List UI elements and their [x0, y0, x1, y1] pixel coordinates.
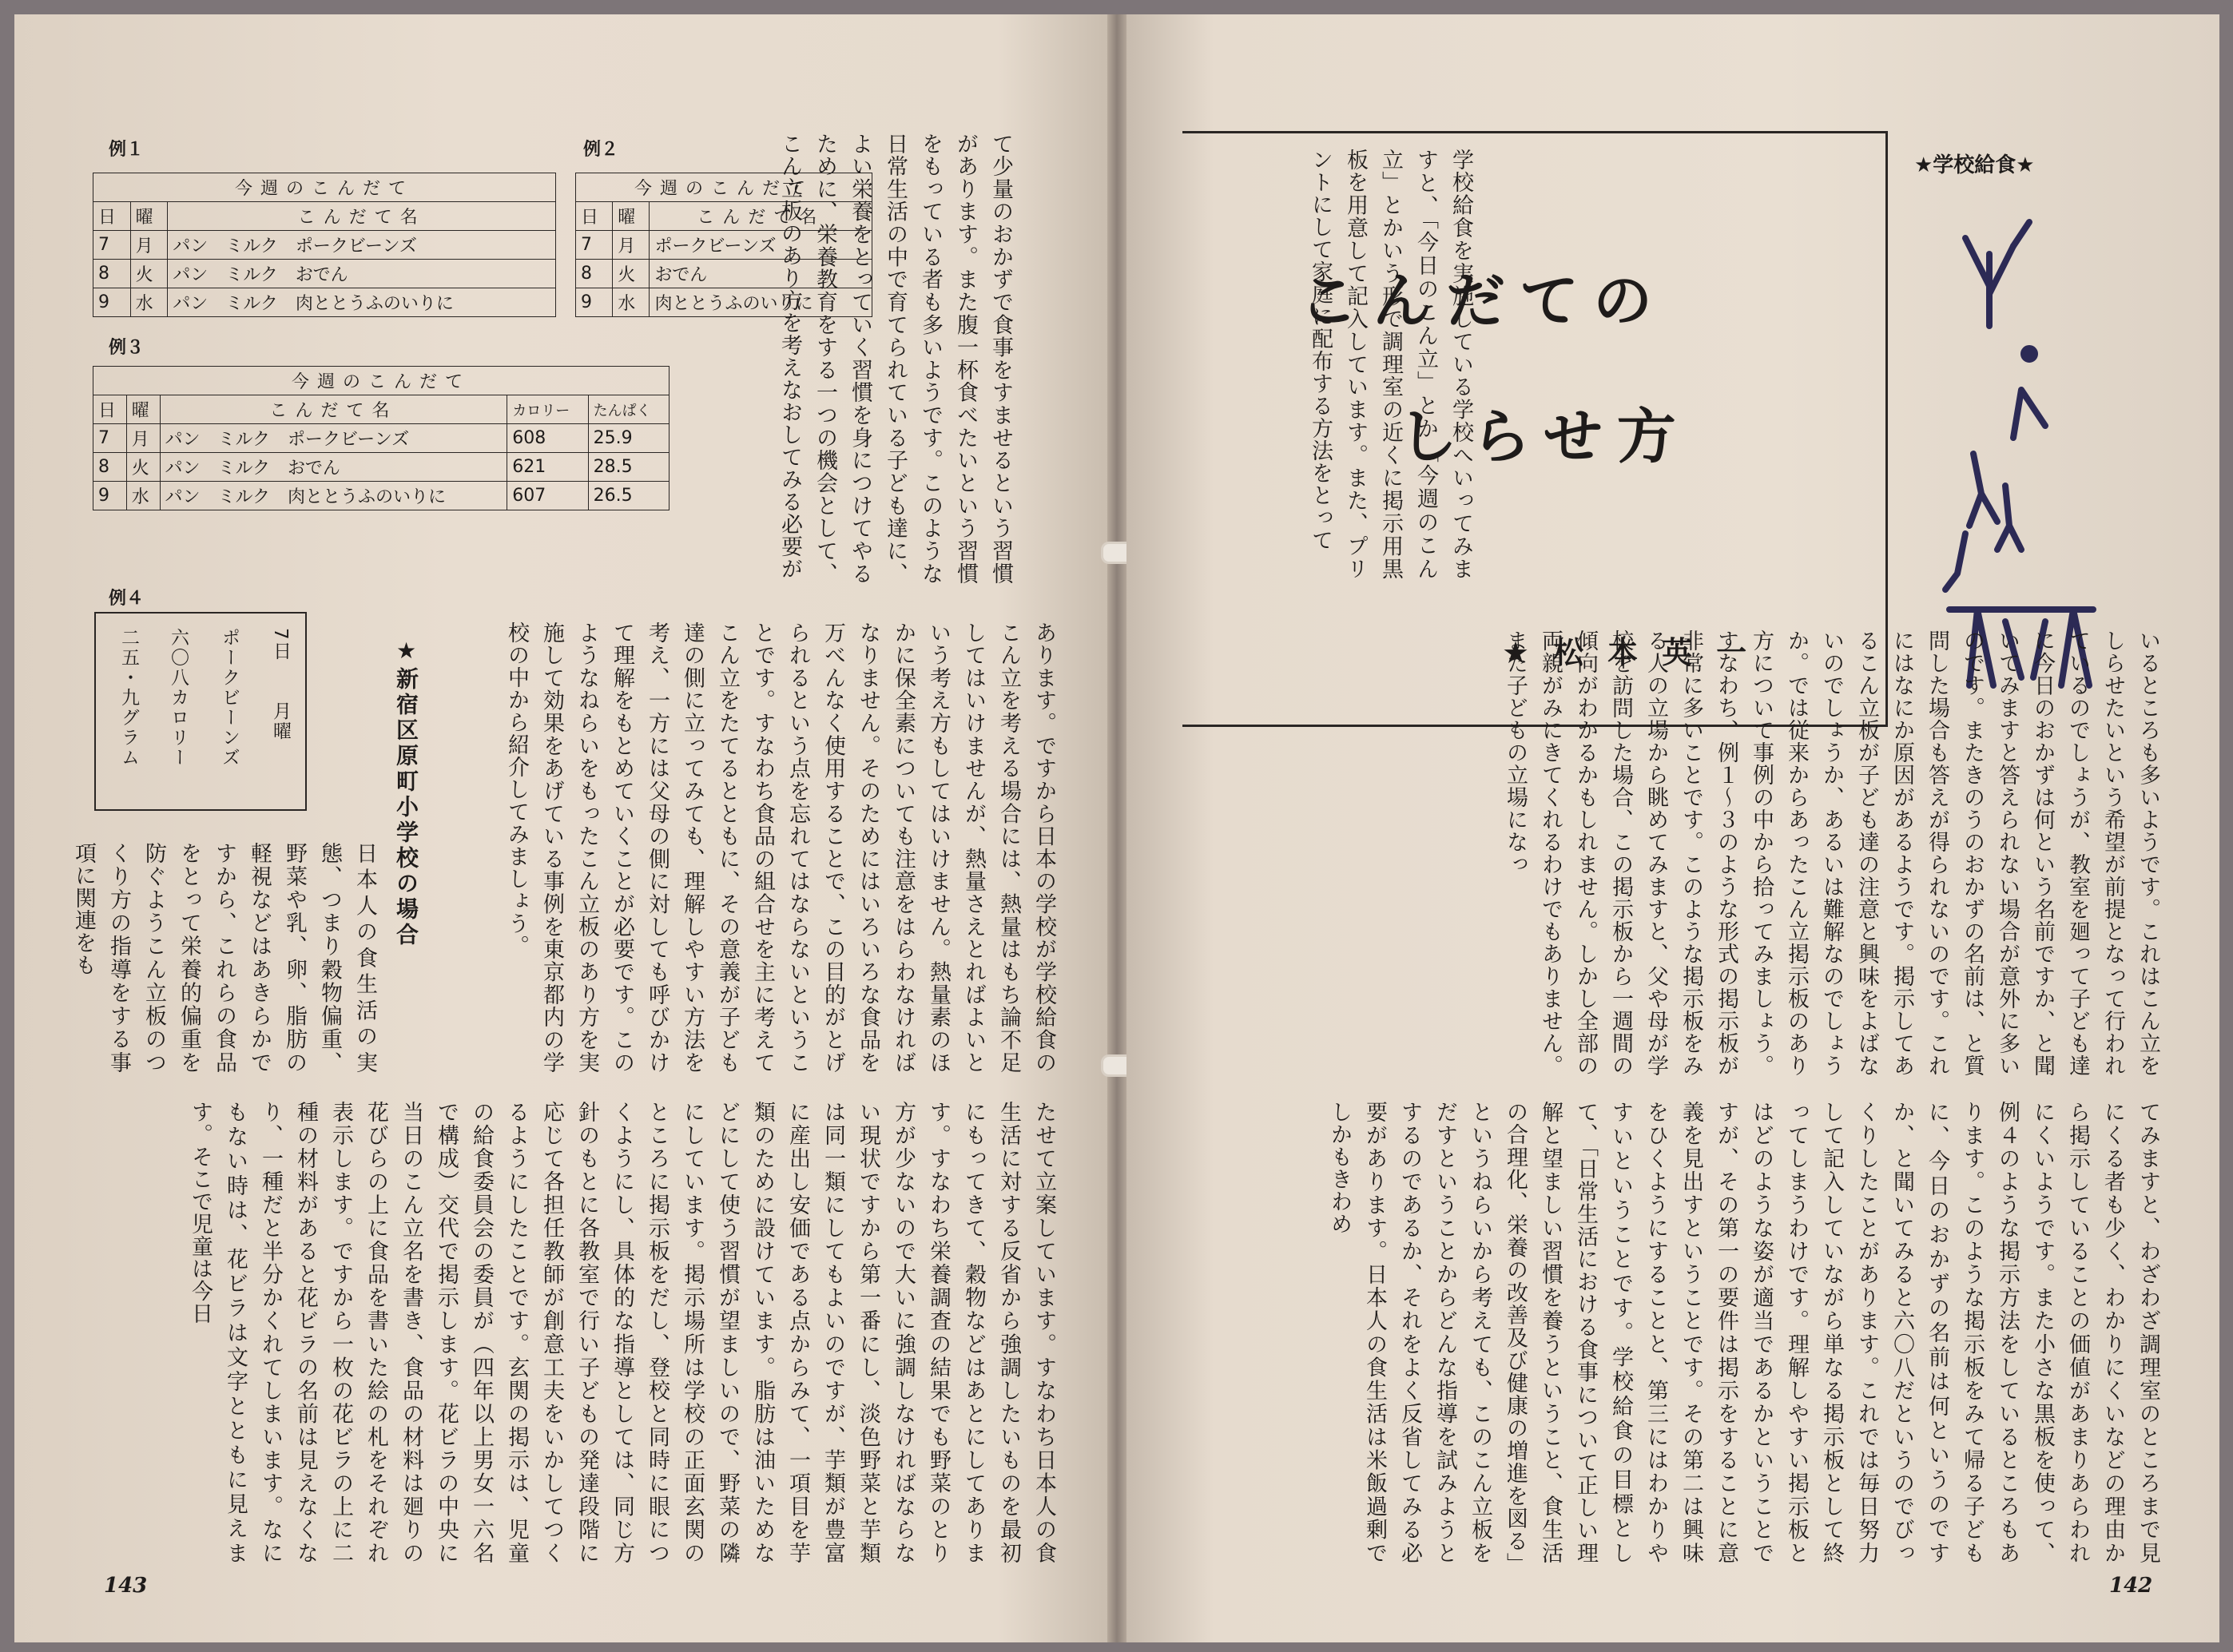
example3-table [93, 366, 670, 510]
body-text-section: 日本人の食生活の実態、つまり穀物偏重、野菜や乳、卵、脂肪の軽視などはあきらかですから、これらの食品をとって栄養的偏重を防ぐようこん立板のつくり方の指導をする事項に関連をも [71, 842, 377, 1074]
intro-text: 学校給食を実施している学校へいってみますと、「今日のこん立」とか「今週のこん立」とかいう形で調理室の近くに掲示用黒板を用意して記入しています。また、プリントにして家庭に配布する方法をとって [1308, 149, 1473, 580]
body-text-upper: いるところも多いようです。これはこん立をしらせたいという希望が前提となって行われているのでしょうが、教室を廻って子ども達に今日のおかずは何という名前ですか、と聞いてみますと答えられない場合が意外に多いのです。またきのうのおかずの名前は、と質問した場合も答えが得られないのです。これにはなにか原因があるようです。掲示してあるこん立板が子ども達の注意と興味をよばないのでしょうか、あるいは難解なのでしょうか。では従来からあったこん立掲示板のあり方について事例の中から拾ってみましょう。すなわち、例１〜３のような形式の掲示板が非常に多いことです。このような掲示板をみる人の立場から眺めてみますと、父や母が学校を訪問した場合、この掲示板から一週間の傾向がわかるかもしれません。しかし全部の両親がみにきてくれるわけでもありません。また子どもの立場になっ [1503, 629, 2160, 1077]
table-cell: パン ミルク ポークビーンズ [160, 424, 507, 453]
table-cell: 9 [576, 288, 613, 317]
playground-illustration [1933, 206, 2125, 701]
book-gutter [1107, 14, 1126, 1642]
table-cell: 8 [93, 260, 131, 288]
section-heading: ★新宿区原町小学校の場合 [393, 637, 419, 948]
page-number: 143 [104, 1574, 148, 1598]
table-cell: 26.5 [588, 482, 669, 510]
table-cell: パン ミルク おでん [160, 453, 507, 482]
example1-label: 例１ [109, 140, 145, 160]
column-header: 曜 [130, 202, 168, 231]
column-header: 日 [576, 202, 613, 231]
table-cell: パン ミルク ポークビーンズ [168, 231, 556, 260]
table-row [93, 453, 670, 482]
table-cell: パン ミルク 肉ととうふのいりに [160, 482, 507, 510]
example4-line: ポークビーンズ [219, 628, 240, 768]
table-title: 今週のこんだて [576, 173, 872, 202]
column-header: 日 [93, 202, 131, 231]
example3-label: 例３ [109, 338, 145, 358]
article-title-line1: こんだての [1299, 267, 1667, 336]
table-cell: 608 [507, 424, 588, 453]
table-cell: 28.5 [588, 453, 669, 482]
example4-board [94, 612, 307, 811]
table-cell: 7 [576, 231, 613, 260]
column-header: こんだて名 [168, 202, 556, 231]
column-tag: ★学校給食★ [1914, 153, 2035, 177]
column-header: こんだて名 [160, 395, 507, 424]
table-cell: 水 [613, 288, 650, 317]
table-row [93, 482, 670, 510]
table-cell: 25.9 [588, 424, 669, 453]
table-cell: 9 [93, 288, 131, 317]
table-cell: 月 [126, 424, 160, 453]
table-cell: 7 [93, 424, 127, 453]
example4-line: 7日 月曜 [270, 628, 291, 741]
table-cell: 火 [130, 260, 168, 288]
column-header: 曜 [126, 395, 160, 424]
table-row [93, 288, 556, 317]
book-spread [14, 14, 2219, 1642]
table-row [93, 231, 556, 260]
table-cell: ポークビーンズ [650, 231, 872, 260]
body-text-lower: てみますと、わざわざ調理室のところまで見にくる者も少く、わかりにくいなどの理由から掲示していることの価値があまりあらわれにくいようです。また小さな黒板を使って、例４のような掲示方法をしているところもあります。このような掲示板をみて帰る子どもに、今日のおかずの名前は何というのですか、と聞いてみると六〇八だというのでびっくりしたことがあります。これでは毎日努力して記入していながら単なる掲示板として終ってしまうわけです。理解しやすい掲示板とはどのような姿が適当であるかということですが、その第一の要件は掲示をすることに意義を見出すということです。その第二は興味をひくようにすることと、第三にはわかりやすいということです。学校給食の目標として、「日常生活における食事について正しい理解と望ましい習慣を養うということ、食生活の合理化、栄養の改善及び健康の増進を図る」というねらいから考えても、このこん立板をだすということからどんな指導を試みようとするのであるか、それをよく反省してみる必要があります。日本人の食生活は米飯過剰でしかもきわめ [1327, 1101, 2160, 1564]
example4-label: 例４ [109, 589, 145, 609]
article-author: ★松本英一 [1502, 635, 1771, 670]
table-cell: 火 [613, 260, 650, 288]
column-header: 日 [93, 395, 127, 424]
table-row [93, 260, 556, 288]
body-text-top: て少量のおかずで食事をすませるという習慣があります。また腹一杯食べたいという習慣をもっている者も多いようです。このような日常生活の中で育てられている子ども達に、よい栄養をとっていく習慣を身につけてやるために、栄養教育をする一つの機会として、こん立板のあり方を考えなおしてみる必要が [777, 133, 1013, 585]
table-cell: パン ミルク おでん [168, 260, 556, 288]
table-cell: 9 [93, 482, 127, 510]
column-header: カロリー [507, 395, 588, 424]
table-cell: 水 [126, 482, 160, 510]
article-title-line2: しらせ方 [1398, 403, 1691, 471]
example4-line: 二五・九グラム [118, 628, 139, 768]
body-text-bottom: たせて立案しています。すなわち日本人の食生活に対する反省から強調したいものを最初にもってきて、穀物などはあとにしてあります。すなわち栄養調査の結果でも野菜のとり方が少ないので大いに強調しなければならない現状ですから第一番にし、淡色野菜と芋類は同一類にしてもよいのですが、芋類が豊富に産出し安価である点からみて、一項目を芋類のために設けています。脂肪は油いためなどにして使う習慣が望ましいので、野菜の隣にしています。掲示場所は学校の正面玄関のところに掲示板をだし、登校と同時に眼につくようにし、具体的な指導としては、同じ方針のもとに各教室で行い子どもの発達段階に応じて各担任教師が創意工夫をいかしてつくるようにしたことです。玄関の掲示は、児童の給食委員会の委員が（四年以上男女一六名で構成）交代で掲示します。花ビラの中央に当日のこん立名を書き、食品の材料は廻りの花びらの上に食品を書いた絵の札をそれぞれ表示します。ですから一枚の花ビラの上に二種の材料があると花ビラの名前は見えなくなり、一種だと半分かくれてしまいます。なにもない時は、花ビラは文字とともに見えます。そこで児童は今日 [188, 1101, 1056, 1564]
table-cell: 8 [576, 260, 613, 288]
table-row [93, 424, 670, 453]
table-cell: 肉ととうふのいりに [650, 288, 872, 317]
table-cell: 月 [130, 231, 168, 260]
table-cell: 621 [507, 453, 588, 482]
table-cell: 7 [93, 231, 131, 260]
page-number: 142 [2109, 1574, 2153, 1598]
left-page [14, 14, 1107, 1642]
right-page [1126, 14, 2219, 1642]
table-cell: パン ミルク 肉ととうふのいりに [168, 288, 556, 317]
example1-table [93, 173, 556, 317]
table-cell: 水 [130, 288, 168, 317]
table-cell: おでん [650, 260, 872, 288]
table-title: 今週のこんだて [93, 173, 556, 202]
table-cell: 火 [126, 453, 160, 482]
table-cell: 月 [613, 231, 650, 260]
example4-line: 六〇八カロリー [168, 628, 189, 768]
column-header: たんぱく [588, 395, 669, 424]
body-text-middle: あります。ですから日本の学校が学校給食のこん立を考える場合には、熱量はもち論不足してはいけませんが、熱量さえとればよいという考え方もしてはいけません。熱量素のほかに保全素についても注意をはらわなければなりません。そのためにはいろいろな食品を万べんなく使用することで、この目的がとげられるという点を忘れてはならないということです。すなわち食品の組合せを主に考えてこん立をたてるとともに、その意義が子ども達の側に立ってみても、理解しやすい方法を考え、一方には父母の側に対しても呼びかけて理解をもとめていくことが必要です。このようなねらいをもったこん立板のあり方を実施して効果をあげている事例を東京都内の学校の中から紹介してみましょう。 [504, 621, 1056, 1074]
column-header: 曜 [613, 202, 650, 231]
column-header: こんだて名 [650, 202, 872, 231]
example2-label: 例２ [583, 140, 619, 160]
table-cell: 607 [507, 482, 588, 510]
table-title: 今週のこんだて [93, 367, 670, 395]
table-cell: 8 [93, 453, 127, 482]
